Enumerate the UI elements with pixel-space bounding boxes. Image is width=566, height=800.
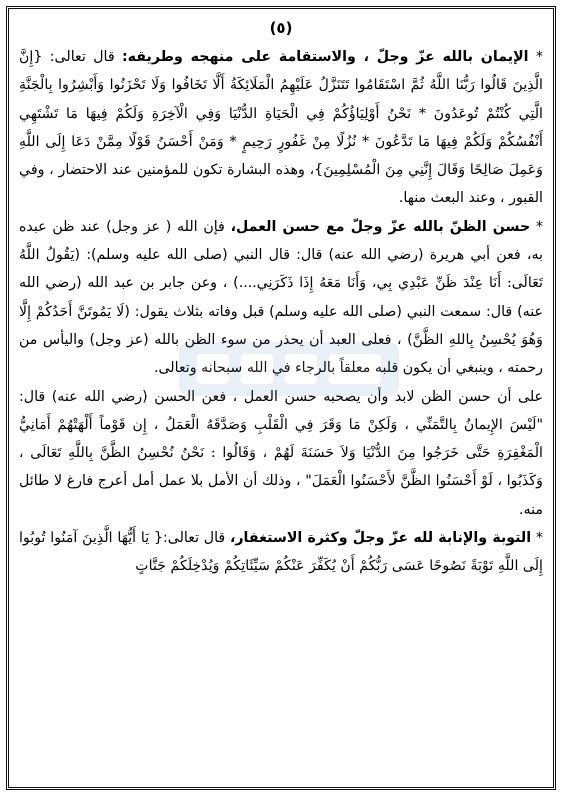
section-heading: الإيمان بالله عزّ وجلّ ، والاستقامة على منهجه وطريقه: [122, 49, 529, 65]
section-faith-steadfastness [19, 43, 543, 213]
verse-intro: قال تعالى:{ [149, 530, 230, 547]
hasan-quote: لَيْسَ الإِيمانُ بِالتَّمَنِّي ، وَلَكِنْ مَا وَقَرَ فِي الْقَلْبِ وَصَدَّقَهُ الْعَمَلُ ، إِن قَوْماً أَلْهَتْهُمْ أَمَانِيُّ الْمَغْفِرَةِ حَتَّى خَرَجُوا مِنَ الدُّنْيَا وَلاَ حَسَنَةَ لَهُمْ ، وَقَالُوا : نَحْنُ نُحْسِنُ الظَّنَّ بِاللَّهِ تَعَالَى ، وَكَذَبُوا ، لَوْ أَحْسَنُوا الظَّنَّ لأَحْسَنُوا الْعَمَلَ [19, 416, 543, 490]
section-text: فإن الله ( عز وجل) عند ظن عبده به، فعن أبي هريرة (رضي الله عنه) قال: قال النبي (صلى الله عليه وسلم): ( [19, 218, 543, 264]
section-text: " ، وذلك أن الأمل بلا عمل أمل أعرج فارغ لا طائل منه. [19, 473, 543, 518]
bullet-marker: * [531, 530, 543, 547]
section-repentance [19, 524, 543, 581]
section-heading: حسن الظنّ بالله عزّ وجلّ مع حسن العمل، [230, 218, 531, 235]
section-text: على أن حسن الظن لابد وأن يصحبه حسن العمل ، فعن الحسن (رضي الله عنه) قال: " [19, 388, 543, 433]
page-number: (٥) [269, 19, 293, 37]
quran-verse: يَا أَيُّهَا الَّذِينَ آمَنُوا تُوبُوا إِلَى اللَّهِ تَوْبَةً نَصُوحًا عَسَى رَبُّكُمْ أَنْ يُكَفِّرَ عَنْكُمْ سَيِّئَاتِكُمْ وَيُدْخِلَكُمْ جَنَّاتٍ [19, 530, 543, 575]
section-text: ....) ، وعن جابر بن عبد الله (رضي الله عنه) قال: سمعت النبي (صلى الله عليه وسلم) قبل وفاته بثلاث يقول: ( [19, 275, 543, 320]
bullet-marker: * [528, 49, 543, 65]
section-text: ) ، فعلى العبد أن يحذر من سوء الظن بالله (عز وجل) واليأس من رحمته ، وينبغي أن يكون قلبه معلقاً بالرجاء في الله سبحانه وتعالى. [19, 331, 543, 377]
section-heading: التوبة والإنابة لله عزّ وجلّ وكثرة الاستغفار، [229, 530, 532, 547]
quran-verse: إِنَّ الَّذِينَ قَالُوا رَبُّنَا اللَّهُ ثُمَّ اسْتَقَامُوا تَتَنَزَّلُ عَلَيْهِمُ الْمَلَائِكَةُ أَلَّا تَخَافُوا وَلَا تَحْزَنُوا وَأَبْشِرُوا بِالْجَنَّةِ الَّتِي كُنْتُمْ تُوعَدُونَ * نَحْنُ أَوْلِيَاؤُكُمْ فِي الْحَيَاةِ الدُّنْيَا وَفِي الْآخِرَةِ وَلَكُمْ فِيهَا مَا تَشْتَهِي أَنْفُسُكُمْ وَلَكُمْ فِيهَا مَا تَدَّعُونَ * نُزُلًا مِنْ غَفُورٍ رَحِيمٍ * وَمَنْ أَحْسَنُ قَوْلًا مِمَّنْ دَعَا إِلَى اللَّهِ وَعَمِلَ صَالِحًا وَقَالَ إِنَّنِي مِنَ الْمُسْلِمِينَ [19, 49, 544, 179]
section-good-opinion [19, 213, 543, 383]
page-content [9, 37, 553, 581]
hadith-quote: يَقُولُ اللَّهُ تَعَالَى: أَنَا عِنْدَ ظَنِّ عَبْدِي بِي، وَأَنَا مَعَهُ إِذَا ذَكَرَنِي [19, 247, 543, 292]
bullet-marker: * [530, 218, 543, 235]
document-page [6, 6, 556, 790]
hadith-quote: لَا يَمُوتَنَّ أَحَدُكُمْ إِلَّا وَهُوَ يُحْسِنُ بِاللهِ الظَّنَّ [19, 303, 543, 348]
section-text: }، وهذه البشارة تكون للمؤمنين عند الاحتضار ، وفي القبور ، وعند البعث منها. [19, 162, 543, 207]
verse-intro: قال تعالى: { [33, 49, 122, 65]
section-good-deeds [19, 383, 543, 524]
